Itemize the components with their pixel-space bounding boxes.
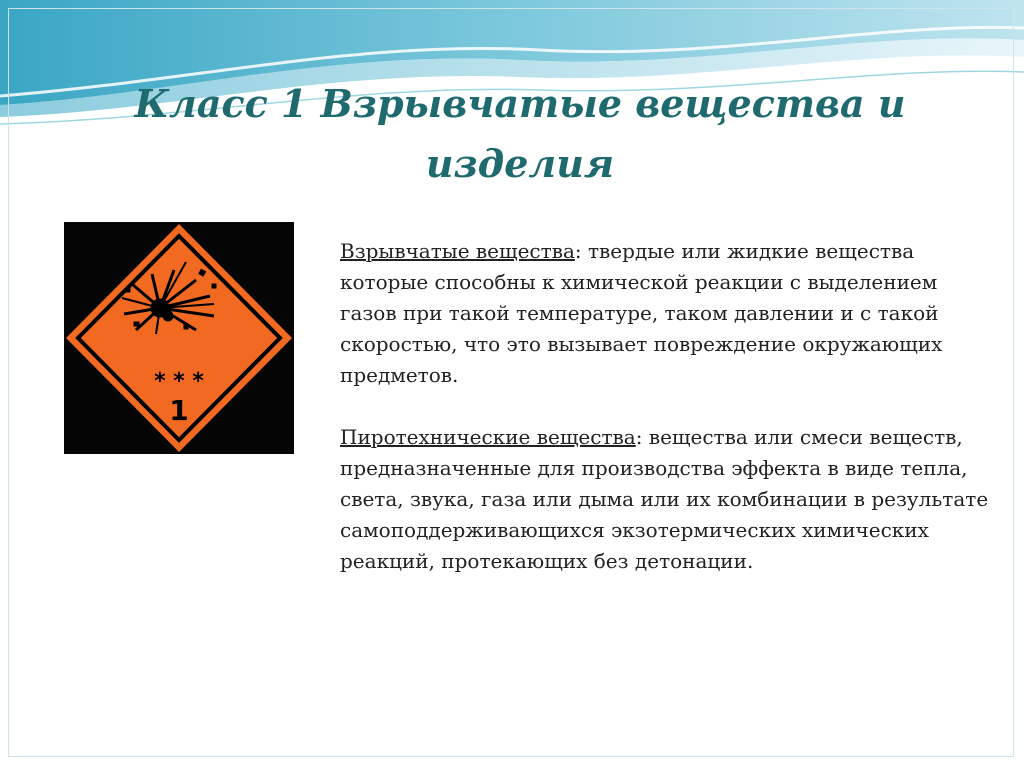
term-pyrotechnics: Пиротехнические вещества [340, 425, 636, 449]
definition-pyrotechnics [340, 422, 1000, 577]
slide-title [100, 74, 940, 194]
definition-explosives [340, 236, 1000, 391]
term-explosives: Взрывчатые вещества [340, 239, 575, 263]
hazard-stars: * * * [154, 369, 204, 394]
definition-pyrotechnics-text: : вещества или смеси веществ, предназначенные для производства эффекта в виде тепла, света, звука, газа или дыма или их комбинации в результате самоподдерживающихся экзотермических химических реакций, протекающих без детонации. [340, 425, 989, 573]
definition-explosives-text: : твердые или жидкие вещества которые способны к химической реакции с выделением газов при такой температуре, таком давлении и с такой скоростью, что это вызывает повреждение окружающих предметов. [340, 239, 943, 387]
hazard-class-number: 1 [169, 394, 189, 427]
slide-title-line2: изделия [425, 141, 615, 186]
hazard-sign [64, 222, 294, 454]
explosive-hazard-diamond-icon [64, 222, 294, 454]
slide-title-line1: Класс 1 Взрывчатые вещества и [134, 81, 906, 126]
slide-content [340, 236, 1000, 608]
